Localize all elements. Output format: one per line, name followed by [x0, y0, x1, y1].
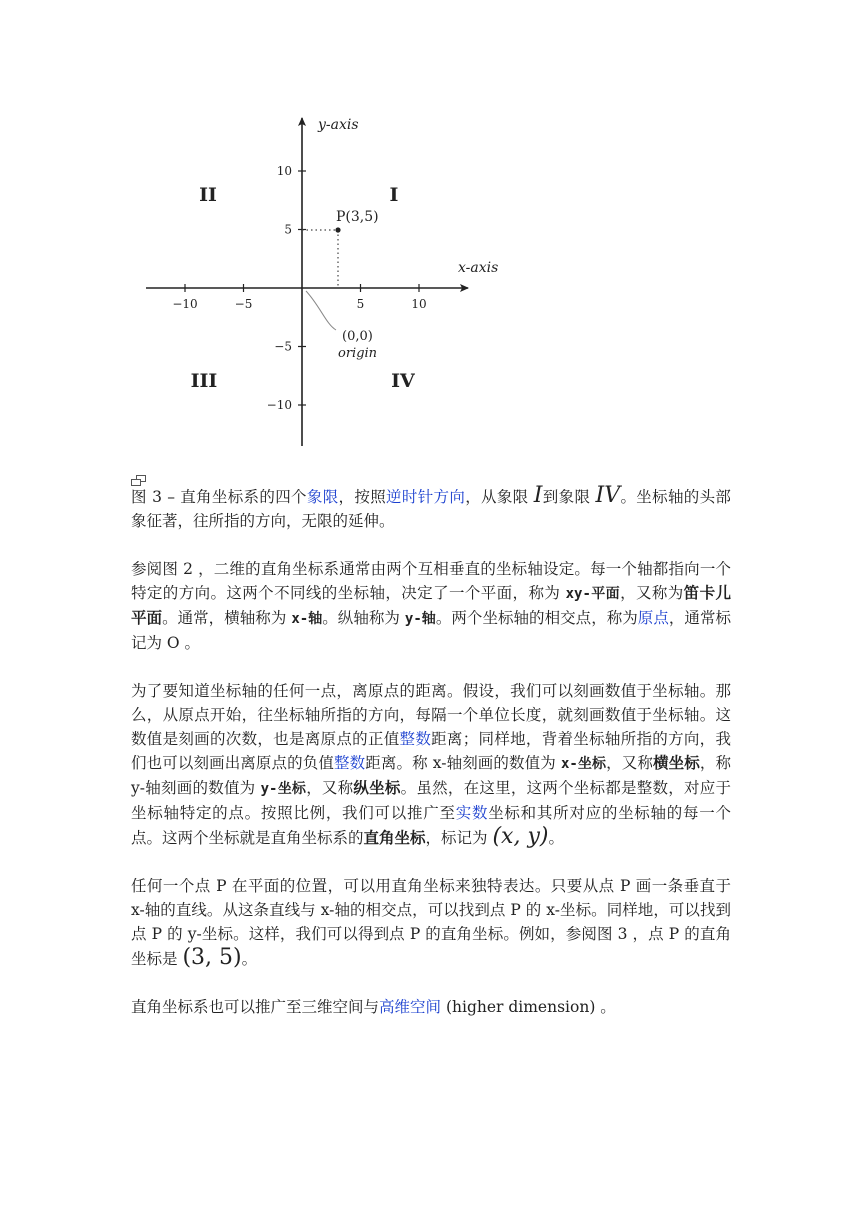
p2-text-9: ，标记为	[425, 829, 493, 847]
p3-math-point: (3, 5)	[182, 945, 242, 970]
link-quadrant[interactable]: 象限	[306, 488, 339, 506]
link-integer-1[interactable]: 整数	[399, 730, 432, 748]
p2-text-6: ，又称	[306, 779, 354, 797]
p2-text-1: 为了要知道坐标轴的任何一点，离原点的距离。假设，我们可以刻画数值于坐标轴。那么，从原点开始，往坐标轴所指的方向，每隔一个单位长度，就刻画数值于坐标轴。这数值是刻画的次数，也是离原点的正值	[131, 682, 731, 748]
y-tick-label: −10	[266, 398, 292, 412]
y-axis-label: y-axis	[318, 117, 359, 133]
paragraph-4	[131, 995, 731, 1019]
p1-bold-x-axis: x-轴	[291, 611, 323, 627]
p2-text-5: ，称 y-轴刻画的数值为	[131, 754, 731, 797]
point-p-label: P(3,5)	[336, 209, 379, 225]
figure-caption	[131, 484, 731, 533]
p3-text-1: 任何一个点 P 在平面的位置，可以用直角坐标来独特表达。只要从点 P 画一条垂直于 x-轴的直线。从这条直线与 x-轴的相交点，可以找到点 P 的 x-坐标。同样地，可以找到点 P 的 y-坐标。这样，我们可以得到点 P 的直角坐标。例如，参阅图 3 ，点 P 的直角坐标是	[131, 877, 731, 968]
p4-text-1: 直角坐标系也可以推广至三维空间与	[131, 998, 380, 1016]
paragraph-1	[131, 557, 731, 655]
p3-text-2: 。	[241, 950, 258, 968]
caption-text-4: 到象限	[542, 488, 596, 506]
x-tick-label: 10	[411, 297, 427, 311]
p2-bold-abscissa: 横坐标	[653, 753, 700, 772]
x-axis-label: x-axis	[458, 260, 499, 276]
p2-math-xy: (x, y)	[492, 824, 549, 849]
p2-bold-x-coordinate: x-坐标	[560, 756, 607, 772]
p2-text-2: 距离；同样地，背着坐标轴所指的方向，我们也可以刻画出离原点的负值	[131, 730, 731, 772]
p2-bold-cartesian-coordinates: 直角坐标	[363, 828, 426, 847]
origin-coords-label: (0,0)	[342, 329, 373, 344]
y-tick-label: 10	[276, 164, 292, 178]
p1-text-2: ，又称为	[620, 584, 684, 602]
enlarge-icon[interactable]	[131, 472, 147, 484]
caption-text-5: 。坐标轴的头部象征著，往所指的方向，无限的延伸。	[131, 488, 731, 530]
p2-text-3: 距离。称 x-轴刻画的数值为	[365, 754, 561, 772]
p1-text-4: 。纵轴称为	[322, 609, 405, 627]
caption-text-3: ，从象限	[465, 488, 534, 506]
link-counterclockwise[interactable]: 逆时针方向	[386, 488, 466, 506]
quadrant-iv-label: IV	[391, 370, 415, 392]
p1-text-3: 。通常，横轴称为	[162, 609, 292, 627]
p2-text-7: 。虽然，在这里，这两个坐标都是整数，对应于坐标轴特定的点。按照比例，我们可以推广至	[131, 779, 731, 822]
x-tick-label: −5	[234, 297, 253, 311]
p1-bold-xy-plane: xy-平面	[565, 586, 621, 602]
p2-text-10: 。	[548, 829, 564, 847]
article-content	[131, 484, 731, 1043]
x-tick-label: −10	[172, 297, 198, 311]
p1-text-5: 。两个坐标轴的相交点，称为	[435, 609, 638, 627]
link-origin[interactable]: 原点	[637, 609, 669, 627]
p2-bold-y-coordinate: y-坐标	[260, 781, 307, 797]
caption-text-2: ，按照	[338, 488, 387, 506]
link-integer-2[interactable]: 整数	[334, 754, 366, 772]
link-higher-dimension[interactable]: 高维空间	[379, 998, 442, 1016]
link-real-number[interactable]: 实数	[455, 804, 489, 822]
x-tick-label: 5	[356, 297, 365, 311]
paragraph-3	[131, 874, 731, 971]
paragraph-2	[131, 679, 731, 850]
quadrant-i-label: I	[389, 184, 399, 206]
caption-text-1: 图 3 – 直角坐标系的四个	[131, 488, 307, 506]
p1-bold-y-axis: y-轴	[404, 611, 436, 627]
cartesian-plane-svg	[130, 108, 530, 453]
cartesian-figure	[130, 108, 530, 453]
p2-text-4: ，又称	[606, 754, 654, 772]
y-tick-label: −5	[274, 339, 292, 354]
p4-text-2: (higher dimension) 。	[441, 998, 616, 1016]
p1-text-1: 参阅图 2 ，二维的直角坐标系通常由两个互相垂直的坐标轴设定。每一个轴都指向一个特定的方向。这两个不同线的坐标轴，决定了一个平面，称为	[131, 560, 731, 602]
p2-bold-ordinate: 纵坐标	[353, 778, 401, 797]
caption-math-i: I	[533, 483, 543, 508]
caption-math-iv: IV	[595, 483, 621, 508]
p1-text-6: ，通常标记为 O 。	[131, 609, 731, 652]
p1-bold-cartesian-plane: 笛卡儿平面	[131, 583, 731, 627]
quadrant-ii-label: II	[199, 184, 217, 206]
point-p	[335, 227, 340, 232]
origin-leader-line	[306, 291, 336, 330]
origin-label: origin	[338, 346, 378, 361]
p2-text-8: 坐标和其所对应的坐标轴的每一个点。这两个坐标就是直角坐标系的	[131, 804, 731, 847]
quadrant-iii-label: III	[190, 370, 218, 392]
y-tick-label: 5	[284, 222, 292, 237]
